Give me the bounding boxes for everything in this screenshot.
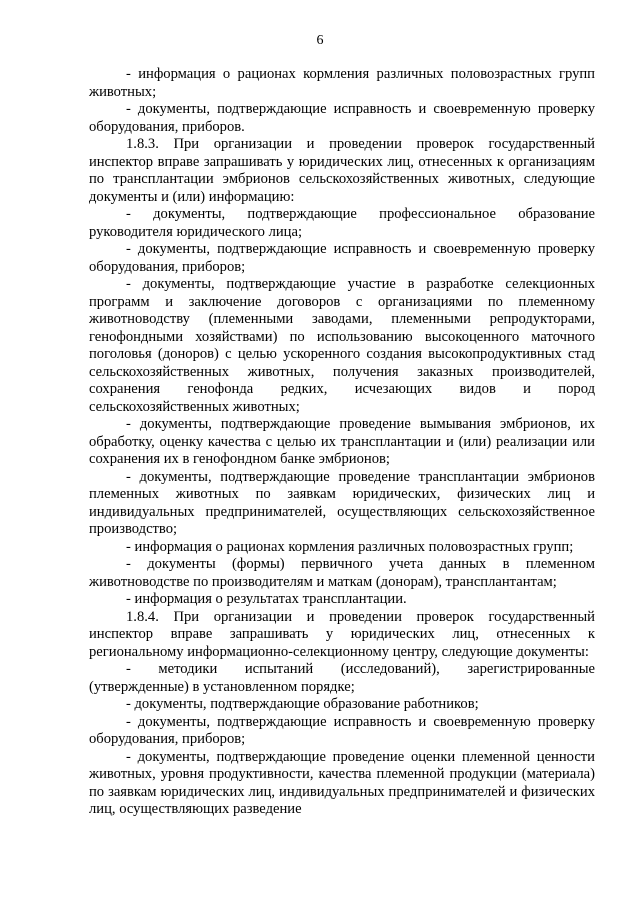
- paragraph-embryo-flushing: - документы, подтверждающие проведение вымывания эмбрионов, их обработку, оценку качества с целью их трансплантации и (или) реализации или сохранения их в генофондном банке эмбрионов;: [89, 416, 595, 467]
- paragraph-embryo-transplant: - документы, подтверждающие проведение трансплантации эмбрионов племенных животных по заявкам юридических, физических лиц и индивидуальных предпринимателей, осуществляющих сельскохозяйственное производство;: [89, 468, 595, 537]
- paragraph-education-docs: - документы, подтверждающие профессиональное образование руководителя юридического лица;: [89, 206, 595, 240]
- paragraph-rations-info: - информация о рационах кормления различных половозрастных групп животных;: [89, 66, 595, 100]
- paragraph-rations-info-2: - информация о рационах кормления различных половозрастных групп;: [126, 538, 574, 555]
- paragraph-transplant-results: - информация о результатах трансплантации.: [126, 591, 407, 607]
- page-number: 6: [316, 33, 324, 48]
- paragraph-equipment-docs-2: - документы, подтверждающие исправность и своевременную проверку оборудования, приборов;: [89, 241, 595, 275]
- paragraph-breeding-value: - документы, подтверждающие проведение оценки племенной ценности животных, уровня продуктивности, качества племенной продукции (материала) по заявкам юридических лиц, индивидуальных предпринимателей и физических лиц, осуществляющих разведение: [89, 748, 595, 817]
- paragraph-equipment-docs-3: - документы, подтверждающие исправность и своевременную проверку оборудования, приборов;: [89, 713, 595, 747]
- paragraph-section-1-8-3: 1.8.3. При организации и проведении проверок государственный инспектор вправе запрашивать у юридических лиц, отнесенных к организациям по трансплантации эмбрионов сельскохозяйственных животных, следующие документы и (или) информацию:: [89, 136, 595, 205]
- paragraph-equipment-docs: - документы, подтверждающие исправность и своевременную проверку оборудования, приборов.: [89, 101, 595, 135]
- paragraph-primary-records: - документы (формы) первичного учета данных в племенном животноводстве по производителям и маткам (донорам), трансплантантам;: [89, 556, 595, 590]
- paragraph-selection-programs: - документы, подтверждающие участие в разработке селекционных программ и заключение договоров с организациями по племенному животноводству (племенными заводами, племенными репродукторами, генофондными хозяйствами) по использованию высокоценного маточного поголовья (доноров) с целью ускоренного создания высокопродуктивных стад сельскохозяйственных животных, получения заказных производителей, сохранения генофонда редких, исчезающих видов и пород сельскохозяйственных животных;: [89, 276, 595, 415]
- paragraph-section-1-8-4: 1.8.4. При организации и проведении проверок государственный инспектор вправе запрашивать у юридических лиц, отнесенных к региональному информационно-селекционному центру, следующие документы:: [89, 608, 595, 660]
- paragraph-test-methods: - методики испытаний (исследований), зарегистрированные (утвержденные) в установленном порядке;: [89, 661, 595, 695]
- document-body: [89, 66, 595, 819]
- paragraph-staff-education: - документы, подтверждающие образование работников;: [126, 696, 479, 712]
